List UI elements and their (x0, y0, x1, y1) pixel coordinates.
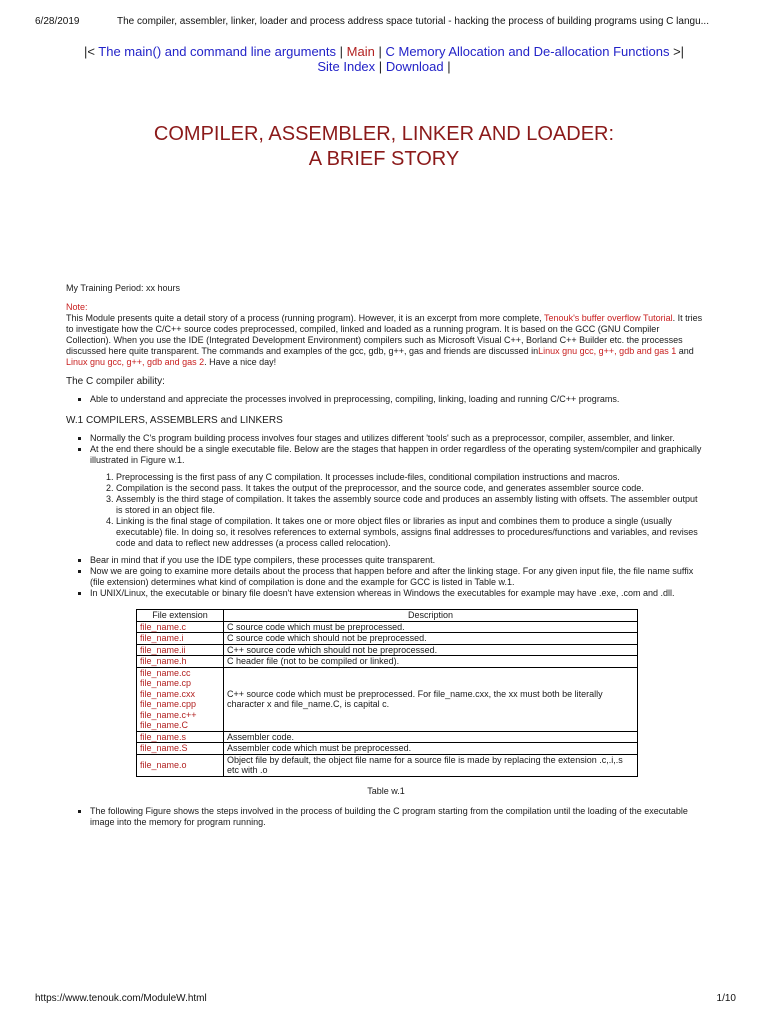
nav-main-link[interactable]: Main (346, 44, 375, 59)
extension-cell: file_name.h (137, 656, 224, 668)
note-text: . Have a nice day! (204, 357, 277, 367)
description-cell: C++ source code which should not be preprocessed. (224, 644, 638, 656)
list-item: ▪ Now we are going to examine more details about the process that happen before and after the linking stage. For any given input file, the file name suffix (file extension) determines what kind of compilation is done and the example for GCC is listed in Table w.1. (90, 566, 706, 588)
note-text: This Module presents quite a detail story of a process (running program). However, it is an excerpt from more complete, (66, 313, 545, 323)
print-footer (35, 993, 736, 1004)
nav-close-bracket: >| (673, 44, 685, 59)
table-caption: Table w.1 (367, 785, 405, 796)
print-date: 6/28/2019 (35, 16, 80, 27)
list-item: ▪ In UNIX/Linux, the executable or binary file doesn't have extension whereas in Windows the executables for example may have .exe, .com and .dll. (90, 588, 706, 599)
table-row (137, 621, 638, 633)
list-item: ▪ At the end there should be a single executable file. Below are the stages that happen in order regardless of the operating system/compiler and graphically illustrated in Figure w.1. (90, 444, 706, 466)
nav-open-bracket: |< (83, 44, 95, 59)
table-row (137, 656, 638, 668)
description-cell: Assembler code. (224, 731, 638, 743)
stage-item: 4. Linking is the final stage of compilation. It takes one or more object files or libraries as input and combines them to produce a single (usually executable) file. In doing so, it resolves references to external symbols, assigns final addresses to procedures/functions and variables, and revises code and data to reflect new addresses (a process called relocation). (116, 516, 706, 549)
description-cell: Assembler code which must be preprocessed. (224, 743, 638, 755)
main-content (66, 283, 706, 828)
extension-cell: file_name.ii (137, 644, 224, 656)
nav-separator: | (447, 59, 451, 74)
extension-line: file_name.cc (140, 667, 191, 678)
nav-download-link[interactable]: Download (385, 59, 444, 74)
print-page-title: The compiler, assembler, linker, loader and process address space tutorial - hacking the process of building programs using C langu... (117, 16, 709, 27)
training-period: My Training Period: xx hours (66, 283, 181, 293)
extension-line: file_name.cxx (140, 688, 196, 699)
linux-gnu-gcc-1-link[interactable]: Linux gnu gcc, g++, gdb and gas 1 (538, 346, 677, 356)
stage-item: 3. Assembly is the third stage of compilation. It takes the assembly source code and produces an assembly listing with offsets. The assembler output is stored in an object file. (116, 494, 706, 516)
page-title-line-2: A BRIEF STORY (308, 148, 460, 170)
extension-cell (137, 667, 224, 731)
nav-separator: | (378, 44, 382, 59)
ability-heading: The C compiler ability: (66, 376, 165, 387)
note-paragraph (66, 313, 706, 368)
section-heading: W.1 COMPILERS, ASSEMBLERS and LINKERS (66, 415, 283, 426)
description-cell: C source code which must be preprocessed. (224, 621, 638, 633)
table-row (137, 633, 638, 645)
extension-cell: file_name.i (137, 633, 224, 645)
table-row (137, 667, 638, 731)
page-title-line-1: COMPILER, ASSEMBLER, LINKER AND LOADER: (153, 123, 615, 145)
bullet-list-b (66, 555, 706, 599)
table-row (137, 754, 638, 776)
extension-line: file_name.cpp (140, 699, 197, 709)
table-row (137, 743, 638, 755)
print-page-number: 1/10 (716, 993, 736, 1004)
extension-cell: file_name.o (137, 754, 224, 776)
extension-line: file_name.c++ (140, 709, 197, 720)
top-navigation (40, 44, 728, 74)
list-item: ▪ Able to understand and appreciate the processes involved in preprocessing, compiling, linking, loading and running C/C++ programs. (90, 394, 706, 405)
nav-separator: | (339, 44, 344, 59)
description-cell: C source code which should not be preprocessed. (224, 633, 638, 645)
list-item: ▪ The following Figure shows the steps involved in the process of building the C program starting from the compilation until the loading of the executable image into the memory for program running. (90, 806, 706, 828)
nav-prev-link[interactable]: The main() and command line arguments (98, 44, 337, 59)
stage-item: 1. Preprocessing is the first pass of any C compilation. It processes include-files, conditional compilation instructions and macros. (116, 472, 706, 483)
stage-item: 2. Compilation is the second pass. It takes the output of the preprocessor, and the source code, and generates assembler source code. (116, 483, 706, 494)
nav-site-index-link[interactable]: Site Index (317, 59, 376, 74)
table-row (137, 644, 638, 656)
linux-gnu-gcc-2-link[interactable]: Linux gnu gcc, g++, gdb and gas 2 (66, 357, 205, 367)
ability-list (66, 394, 706, 405)
extension-cell: file_name.S (137, 743, 224, 755)
table-row (137, 731, 638, 743)
bullet-list-c (66, 806, 706, 828)
note-label: Note: (66, 302, 88, 312)
description-cell: C++ source code which must be preprocessed. For file_name.cxx, the xx must both be literally character x and file_name.C, is capital c. (224, 667, 638, 731)
print-url: https://www.tenouk.com/ModuleW.html (35, 993, 207, 1004)
extension-line: file_name.C (140, 720, 189, 730)
table-header-cell: File extension (137, 610, 224, 622)
bullet-list-a (66, 433, 706, 466)
page-title (0, 122, 768, 172)
print-header (35, 16, 748, 27)
buffer-overflow-tutorial-link[interactable]: Tenouk's buffer overflow Tutorial (544, 313, 673, 323)
extension-cell: file_name.c (137, 621, 224, 633)
nav-separator: | (378, 59, 383, 74)
description-cell: Object file by default, the object file name for a source file is made by replacing the extension .c,.i,.s etc with .o (224, 754, 638, 776)
extension-cell: file_name.s (137, 731, 224, 743)
table-header-cell: Description (224, 610, 638, 622)
note-text: and (676, 346, 694, 356)
description-cell: C header file (not to be compiled or linked). (224, 656, 638, 668)
note-text: . It tries to investigate how the C/C++ source codes preprocessed, compiled, linked and loaded as a running program. It is based on the GCC (GNU Compiler Collection). When you use the IDE (Integrated Development Environment) compilers such as Microsoft Visual C++, Borland C++ Builder etc. the processes discussed here quite transparent. The commands and examples of the gcc, gdb, g++, gas and friends are discussed in (66, 313, 703, 356)
list-item: ▪ Bear in mind that if you use the IDE type compilers, these processes quite transparent. (90, 555, 706, 566)
nav-next-link[interactable]: C Memory Allocation and De-allocation Functions (385, 44, 670, 59)
file-extension-table (136, 609, 638, 777)
table-header-row (137, 610, 638, 622)
list-item: ▪ Normally the C's program building process involves four stages and utilizes different 'tools' such as a preprocessor, compiler, assembler, and linker. (90, 433, 706, 444)
extension-line: file_name.cp (140, 678, 192, 688)
stages-list (66, 472, 706, 549)
